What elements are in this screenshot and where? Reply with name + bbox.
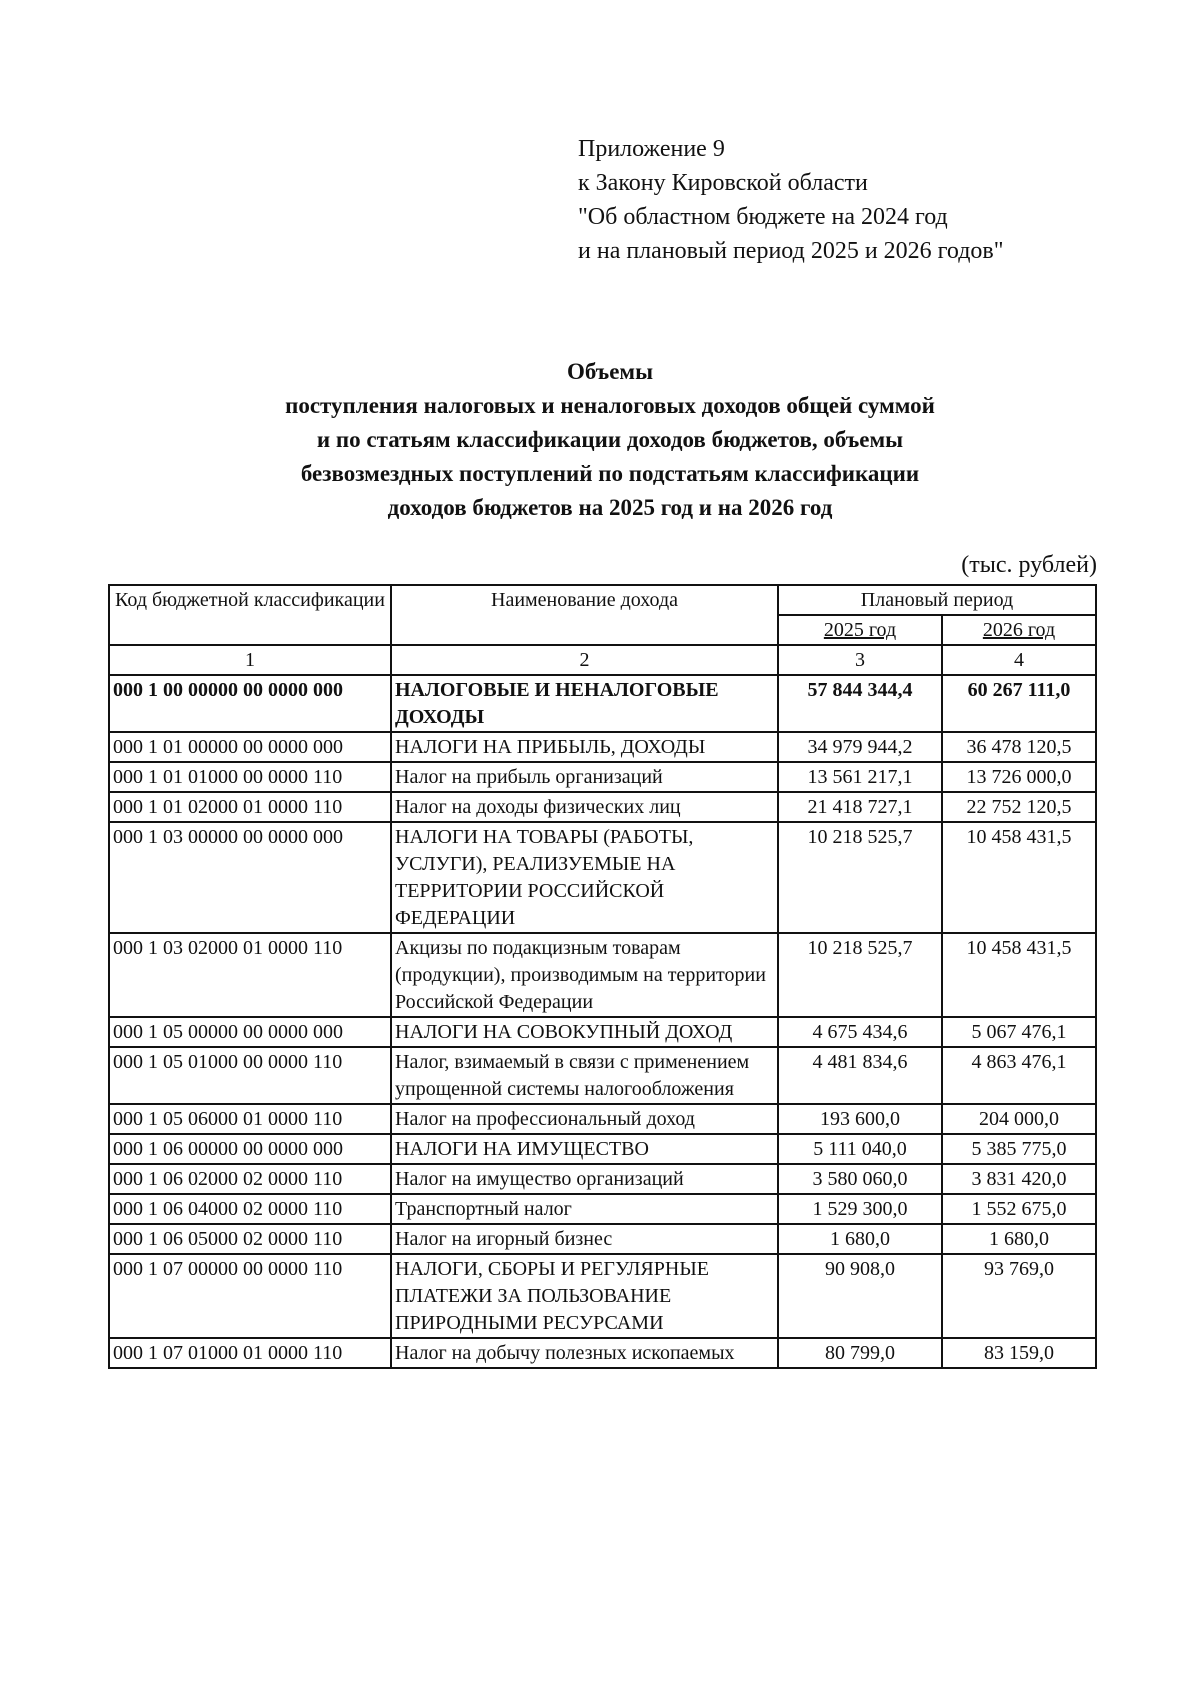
row-name: Налог на доходы физических лиц bbox=[391, 792, 778, 822]
row-name: Налог на добычу полезных ископаемых bbox=[391, 1338, 778, 1368]
row-code: 000 1 06 00000 00 0000 000 bbox=[109, 1134, 391, 1164]
table-row bbox=[109, 732, 1096, 762]
annex-line: и на плановый период 2025 и 2026 годов" bbox=[578, 238, 1004, 264]
row-value-2025: 4 675 434,6 bbox=[778, 1017, 942, 1047]
row-value-2026: 5 385 775,0 bbox=[942, 1134, 1096, 1164]
row-value-2026: 13 726 000,0 bbox=[942, 762, 1096, 792]
column-index: 1 bbox=[109, 645, 391, 675]
row-code: 000 1 05 00000 00 0000 000 bbox=[109, 1017, 391, 1047]
row-value-2025: 90 908,0 bbox=[778, 1254, 942, 1338]
row-value-2026: 10 458 431,5 bbox=[942, 933, 1096, 1017]
row-value-2026: 10 458 431,5 bbox=[942, 822, 1096, 933]
row-code: 000 1 07 00000 00 0000 110 bbox=[109, 1254, 391, 1338]
row-name: НАЛОГИ НА ПРИБЫЛЬ, ДОХОДЫ bbox=[391, 732, 778, 762]
title-line: доходов бюджетов на 2025 год и на 2026 год bbox=[387, 495, 833, 520]
row-value-2026: 60 267 111,0 bbox=[942, 675, 1096, 732]
row-name: НАЛОГИ, СБОРЫ И РЕГУЛЯРНЫЕ ПЛАТЕЖИ ЗА ПОЛЬЗОВАНИЕ ПРИРОДНЫМИ РЕСУРСАМИ bbox=[391, 1254, 778, 1338]
table-row bbox=[109, 1338, 1096, 1368]
row-name: Налог на профессиональный доход bbox=[391, 1104, 778, 1134]
title-line: и по статьям классификации доходов бюджетов, объемы bbox=[316, 427, 904, 452]
table-row bbox=[109, 1047, 1096, 1104]
column-index: 3 bbox=[778, 645, 942, 675]
row-value-2025: 4 481 834,6 bbox=[778, 1047, 942, 1104]
row-value-2026: 3 831 420,0 bbox=[942, 1164, 1096, 1194]
row-value-2026: 83 159,0 bbox=[942, 1338, 1096, 1368]
row-value-2025: 21 418 727,1 bbox=[778, 792, 942, 822]
row-name: НАЛОГИ НА ТОВАРЫ (РАБОТЫ, УСЛУГИ), РЕАЛИЗУЕМЫЕ НА ТЕРРИТОРИИ РОССИЙСКОЙ ФЕДЕРАЦИИ bbox=[391, 822, 778, 933]
title-line: безвозмездных поступлений по подстатьям классификации bbox=[300, 461, 920, 486]
row-value-2026: 4 863 476,1 bbox=[942, 1047, 1096, 1104]
header-code: Код бюджетной классификации bbox=[109, 585, 391, 645]
header-period: Плановый период bbox=[778, 585, 1096, 615]
row-code: 000 1 05 01000 00 0000 110 bbox=[109, 1047, 391, 1104]
row-value-2025: 10 218 525,7 bbox=[778, 933, 942, 1017]
table-row bbox=[109, 1104, 1096, 1134]
units-label: (тыс. рублей) bbox=[961, 552, 1097, 578]
document-title bbox=[100, 355, 1120, 525]
row-code: 000 1 03 02000 01 0000 110 bbox=[109, 933, 391, 1017]
budget-table bbox=[108, 584, 1097, 1369]
row-code: 000 1 03 00000 00 0000 000 bbox=[109, 822, 391, 933]
table-row bbox=[109, 1194, 1096, 1224]
row-name: Акцизы по подакцизным товарам (продукции), производимым на территории Российской Федерации bbox=[391, 933, 778, 1017]
row-name: Налог, взимаемый в связи с применением упрощенной системы налогообложения bbox=[391, 1047, 778, 1104]
annex-line: "Об областном бюджете на 2024 год bbox=[578, 204, 948, 230]
title-line: поступления налоговых и неналоговых доходов общей суммой bbox=[285, 393, 935, 418]
row-value-2025: 10 218 525,7 bbox=[778, 822, 942, 933]
annex-line: Приложение 9 bbox=[578, 136, 725, 162]
row-code: 000 1 01 02000 01 0000 110 bbox=[109, 792, 391, 822]
table-row bbox=[109, 1134, 1096, 1164]
header-year-2026-label: 2026 год bbox=[982, 619, 1056, 641]
table-row bbox=[109, 1017, 1096, 1047]
row-code: 000 1 07 01000 01 0000 110 bbox=[109, 1338, 391, 1368]
row-value-2026: 1 680,0 bbox=[942, 1224, 1096, 1254]
row-code: 000 1 01 00000 00 0000 000 bbox=[109, 732, 391, 762]
row-code: 000 1 05 06000 01 0000 110 bbox=[109, 1104, 391, 1134]
row-value-2026: 36 478 120,5 bbox=[942, 732, 1096, 762]
row-name: Налог на игорный бизнес bbox=[391, 1224, 778, 1254]
table-row bbox=[109, 792, 1096, 822]
column-index: 4 bbox=[942, 645, 1096, 675]
row-code: 000 1 06 05000 02 0000 110 bbox=[109, 1224, 391, 1254]
table-row bbox=[109, 933, 1096, 1017]
row-value-2025: 1 680,0 bbox=[778, 1224, 942, 1254]
table-row bbox=[109, 1224, 1096, 1254]
row-value-2026: 1 552 675,0 bbox=[942, 1194, 1096, 1224]
header-year-2026 bbox=[942, 615, 1096, 645]
row-value-2026: 93 769,0 bbox=[942, 1254, 1096, 1338]
table-row bbox=[109, 762, 1096, 792]
table-row bbox=[109, 675, 1096, 732]
row-value-2025: 3 580 060,0 bbox=[778, 1164, 942, 1194]
row-name: Налог на прибыль организаций bbox=[391, 762, 778, 792]
row-name: НАЛОГОВЫЕ И НЕНАЛОГОВЫЕ ДОХОДЫ bbox=[391, 675, 778, 732]
annex-block bbox=[578, 132, 1004, 268]
row-value-2025: 34 979 944,2 bbox=[778, 732, 942, 762]
column-index: 2 bbox=[391, 645, 778, 675]
table-row bbox=[109, 822, 1096, 933]
table-row bbox=[109, 1164, 1096, 1194]
row-code: 000 1 01 01000 00 0000 110 bbox=[109, 762, 391, 792]
column-index-row bbox=[109, 645, 1096, 675]
row-value-2025: 57 844 344,4 bbox=[778, 675, 942, 732]
row-code: 000 1 00 00000 00 0000 000 bbox=[109, 675, 391, 732]
header-year-2025 bbox=[778, 615, 942, 645]
row-name: Транспортный налог bbox=[391, 1194, 778, 1224]
row-value-2026: 204 000,0 bbox=[942, 1104, 1096, 1134]
row-code: 000 1 06 04000 02 0000 110 bbox=[109, 1194, 391, 1224]
row-value-2025: 1 529 300,0 bbox=[778, 1194, 942, 1224]
row-value-2025: 5 111 040,0 bbox=[778, 1134, 942, 1164]
row-name: НАЛОГИ НА ИМУЩЕСТВО bbox=[391, 1134, 778, 1164]
row-value-2026: 5 067 476,1 bbox=[942, 1017, 1096, 1047]
title-line: Объемы bbox=[566, 359, 654, 384]
annex-line: к Закону Кировской области bbox=[578, 170, 868, 196]
table-row bbox=[109, 1254, 1096, 1338]
row-value-2025: 13 561 217,1 bbox=[778, 762, 942, 792]
row-value-2025: 80 799,0 bbox=[778, 1338, 942, 1368]
row-name: НАЛОГИ НА СОВОКУПНЫЙ ДОХОД bbox=[391, 1017, 778, 1047]
row-value-2025: 193 600,0 bbox=[778, 1104, 942, 1134]
row-name: Налог на имущество организаций bbox=[391, 1164, 778, 1194]
header-name: Наименование дохода bbox=[391, 585, 778, 645]
row-code: 000 1 06 02000 02 0000 110 bbox=[109, 1164, 391, 1194]
row-value-2026: 22 752 120,5 bbox=[942, 792, 1096, 822]
header-year-2025-label: 2025 год bbox=[823, 619, 897, 641]
